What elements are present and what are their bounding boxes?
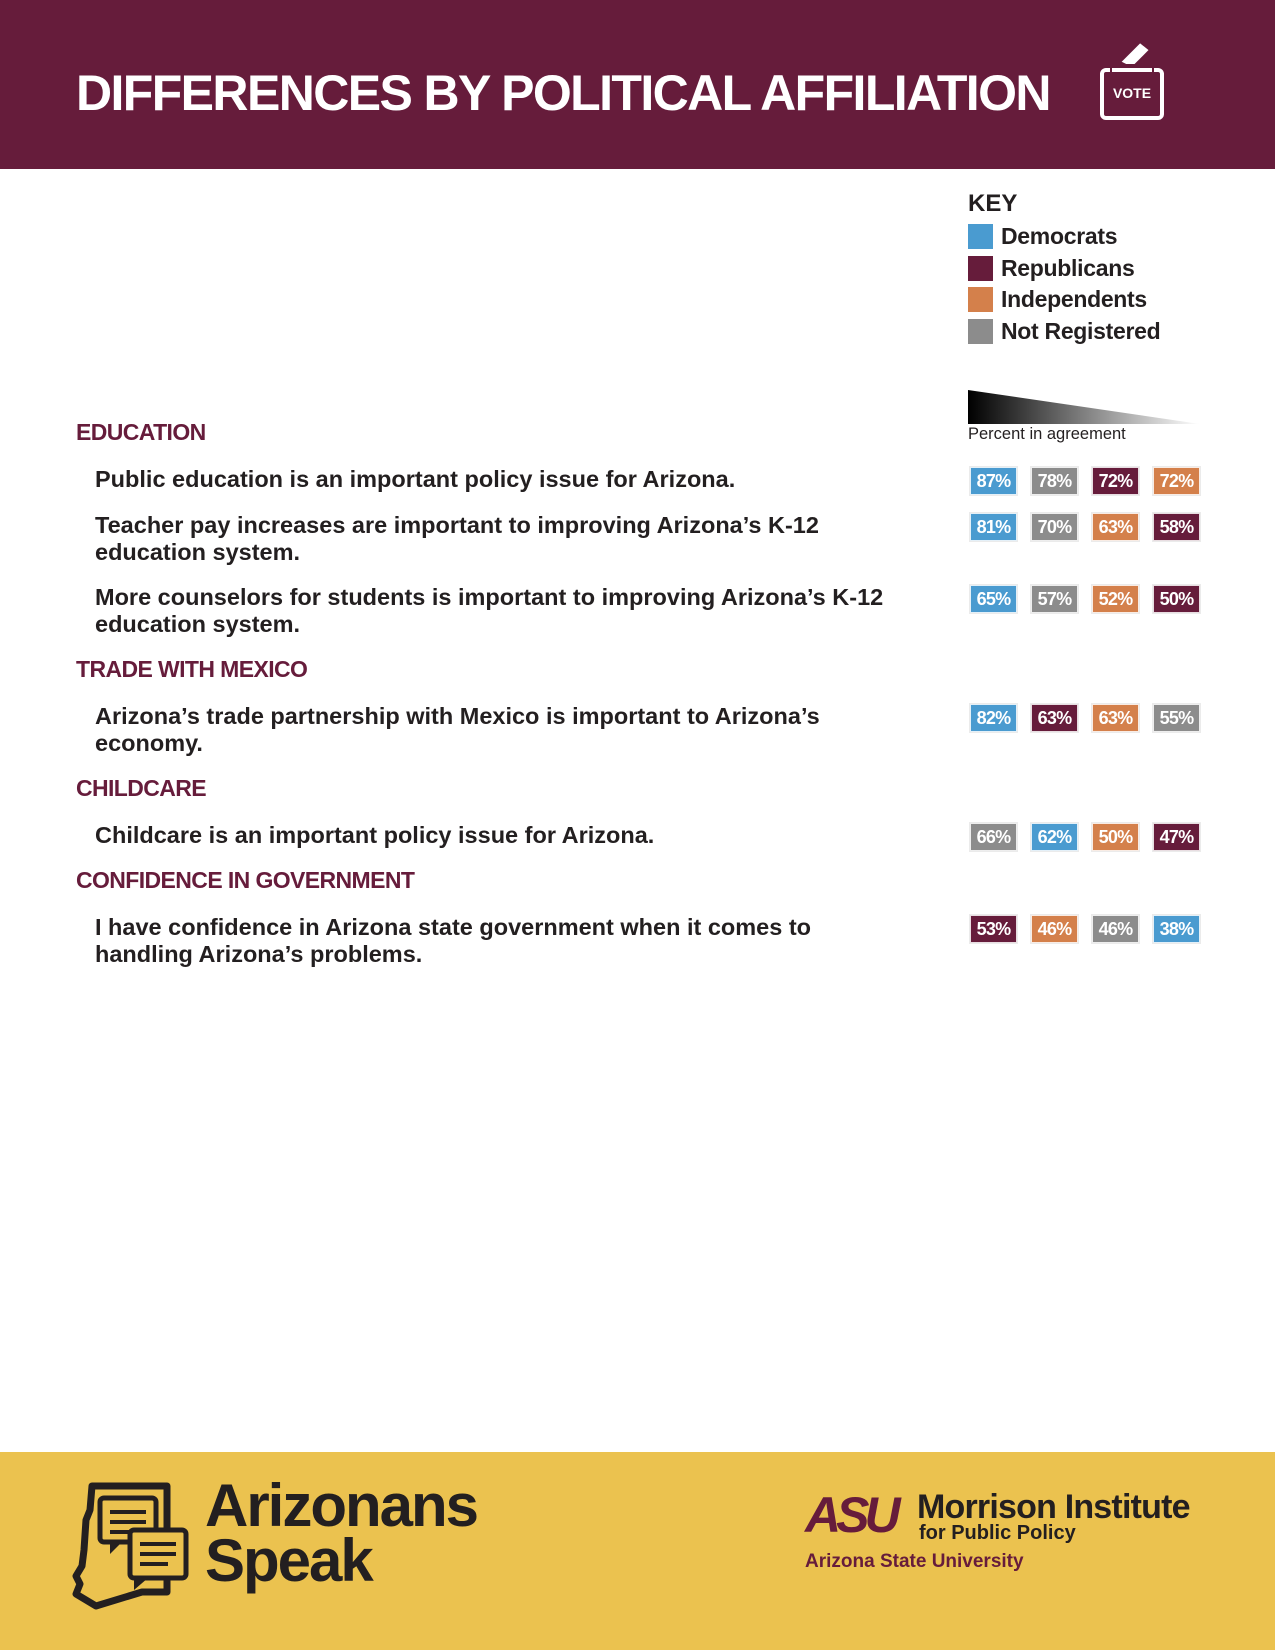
legend-swatch bbox=[968, 319, 993, 344]
page-title: DIFFERENCES BY POLITICAL AFFILIATION bbox=[76, 65, 1050, 121]
percent-badge: 46% bbox=[1031, 915, 1078, 943]
statement: I have confidence in Arizona state government when it comes to handling Arizona’s problems. bbox=[95, 914, 812, 967]
percent-badge: 66% bbox=[970, 823, 1017, 851]
statement: More counselors for students is important to improving Arizona’s K-12 education system. bbox=[95, 584, 884, 637]
legend-label: Independents bbox=[1001, 286, 1147, 313]
percent-badge: 46% bbox=[1092, 915, 1139, 943]
badge-row bbox=[970, 585, 1200, 613]
badge-row bbox=[970, 704, 1200, 732]
legend-label: Democrats bbox=[1001, 223, 1118, 250]
agreement-scale-wedge bbox=[968, 390, 1200, 424]
legend-swatch bbox=[968, 256, 993, 281]
statement: Teacher pay increases are important to improving Arizona’s K-12 education system. bbox=[95, 512, 819, 565]
percent-badge: 63% bbox=[1031, 704, 1078, 732]
wordmark-line-2: Speak bbox=[205, 1527, 372, 1594]
percent-badge: 81% bbox=[970, 513, 1017, 541]
percent-badge: 87% bbox=[970, 467, 1017, 495]
legend-title: KEY bbox=[968, 190, 1018, 217]
category-education: EDUCATION bbox=[76, 419, 206, 445]
statement: Arizona’s trade partnership with Mexico is important to Arizona’s economy. bbox=[95, 703, 820, 756]
institute-name: Morrison Institute bbox=[917, 1488, 1190, 1526]
footer-banner bbox=[0, 1452, 1275, 1650]
percent-badge: 47% bbox=[1153, 823, 1200, 851]
asu-logo: ASU bbox=[805, 1487, 896, 1543]
category-childcare: CHILDCARE bbox=[76, 775, 207, 801]
percent-badge: 53% bbox=[970, 915, 1017, 943]
statement: Childcare is an important policy issue for Arizona. bbox=[95, 822, 655, 848]
badge-row bbox=[970, 467, 1200, 495]
percent-badge: 63% bbox=[1092, 513, 1139, 541]
wordmark-line-1: Arizonans bbox=[205, 1472, 478, 1539]
statement: Public education is an important policy issue for Arizona. bbox=[95, 466, 736, 492]
legend-item-independents bbox=[968, 284, 1160, 316]
legend-item-republicans bbox=[968, 253, 1160, 285]
percent-badge: 65% bbox=[970, 585, 1017, 613]
agreement-scale-label: Percent in agreement bbox=[968, 425, 1126, 443]
arizonans-speak-wordmark bbox=[205, 1472, 478, 1594]
percent-badge: 57% bbox=[1031, 585, 1078, 613]
percent-badge: 58% bbox=[1153, 513, 1200, 541]
legend-swatch bbox=[968, 287, 993, 312]
percent-badge: 72% bbox=[1153, 467, 1200, 495]
legend-swatch bbox=[968, 224, 993, 249]
legend-label: Not Registered bbox=[1001, 317, 1161, 344]
percent-badge: 50% bbox=[1153, 585, 1200, 613]
category-confidence-in-government: CONFIDENCE IN GOVERNMENT bbox=[76, 867, 415, 893]
badge-row bbox=[970, 823, 1200, 851]
percent-badge: 63% bbox=[1092, 704, 1139, 732]
legend-item-democrats bbox=[968, 221, 1160, 253]
badge-row bbox=[970, 915, 1200, 943]
ballot-box-icon bbox=[1098, 40, 1170, 124]
arizona-speech-bubbles-icon bbox=[72, 1480, 197, 1610]
header-banner bbox=[0, 0, 1275, 169]
badge-row bbox=[970, 513, 1200, 541]
percent-badge: 72% bbox=[1092, 467, 1139, 495]
percent-badge: 52% bbox=[1092, 585, 1139, 613]
percent-badge: 82% bbox=[970, 704, 1017, 732]
category-trade-with-mexico: TRADE WITH MEXICO bbox=[76, 656, 308, 682]
percent-badge: 55% bbox=[1153, 704, 1200, 732]
institute-subtitle: for Public Policy bbox=[919, 1522, 1076, 1544]
percent-badge: 50% bbox=[1092, 823, 1139, 851]
legend-label: Republicans bbox=[1001, 254, 1135, 281]
percent-badge: 78% bbox=[1031, 467, 1078, 495]
percent-badge: 62% bbox=[1031, 823, 1078, 851]
legend bbox=[968, 191, 1160, 347]
university-name: Arizona State University bbox=[805, 1551, 1024, 1572]
percent-badge: 70% bbox=[1031, 513, 1078, 541]
legend-item-not-registered bbox=[968, 316, 1160, 348]
percent-badge: 38% bbox=[1153, 915, 1200, 943]
vote-label: VOTE bbox=[1112, 85, 1152, 101]
